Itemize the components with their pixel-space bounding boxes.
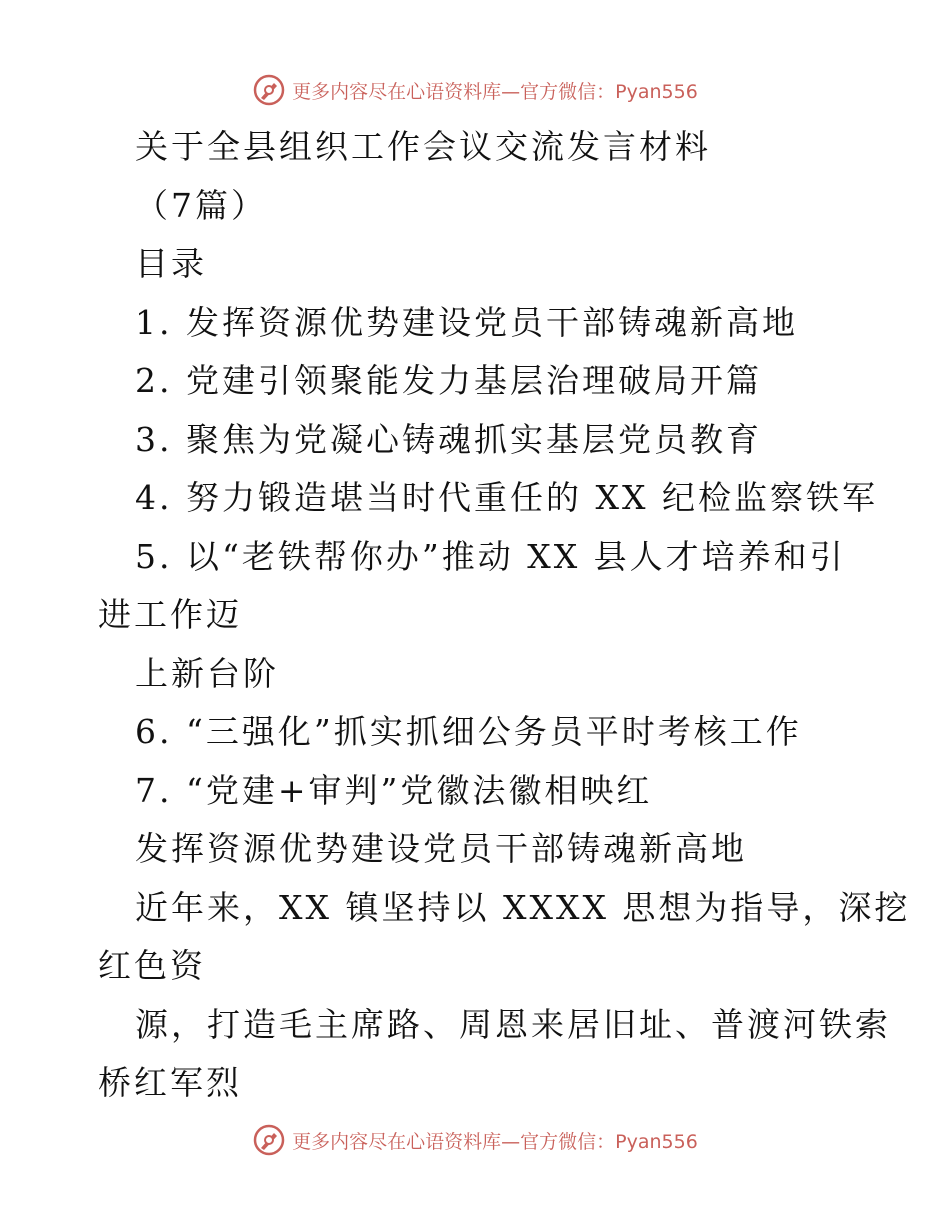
toc-item-3: 3. 聚焦为党凝心铸魂抓实基层党员教育 [135, 419, 762, 459]
pen-logo-icon [252, 73, 286, 107]
toc-item-7: 7. “党建+审判”党徽法徽相映红 [135, 770, 653, 810]
toc-item-5-wrap: 进工作迈 [98, 595, 242, 634]
toc-item-2: 2. 党建引领聚能发力基层治理破局开篇 [135, 361, 762, 400]
pen-logo-icon [252, 1123, 286, 1157]
toc-item-5-cont: 上新台阶 [135, 653, 279, 693]
document-count: （7篇） [135, 185, 267, 225]
watermark-banner-bottom [0, 1120, 950, 1160]
document-body [0, 118, 950, 1113]
watermark-text: 更多内容尽在心语资料库—官方微信：Pyan556 [292, 80, 698, 103]
watermark-text: 更多内容尽在心语资料库—官方微信：Pyan556 [292, 1130, 698, 1153]
body-line-1: 近年来，XX 镇坚持以 XXXX 思想为指导，深挖 [135, 887, 911, 927]
body-line-4: 桥红军烈 [98, 1063, 242, 1102]
toc-heading: 目录 [135, 244, 207, 283]
toc-item-4: 4. 努力锻造堪当时代重任的 XX 纪检监察铁军 [135, 478, 878, 517]
body-line-3: 源，打造毛主席路、周恩来居旧址、普渡河铁索 [135, 1004, 891, 1044]
section-title: 发挥资源优势建设党员干部铸魂新高地 [135, 829, 747, 868]
watermark-banner-top [0, 70, 950, 110]
toc-item-1: 1. 发挥资源优势建设党员干部铸魂新高地 [135, 302, 798, 342]
body-line-2: 红色资 [98, 946, 206, 985]
toc-item-5: 5. 以“老铁帮你办”推动 XX 县人才培养和引 [135, 536, 846, 576]
document-title: 关于全县组织工作会议交流发言材料 [135, 127, 711, 166]
toc-item-6: 6. “三强化”抓实抓细公务员平时考核工作 [135, 712, 802, 751]
